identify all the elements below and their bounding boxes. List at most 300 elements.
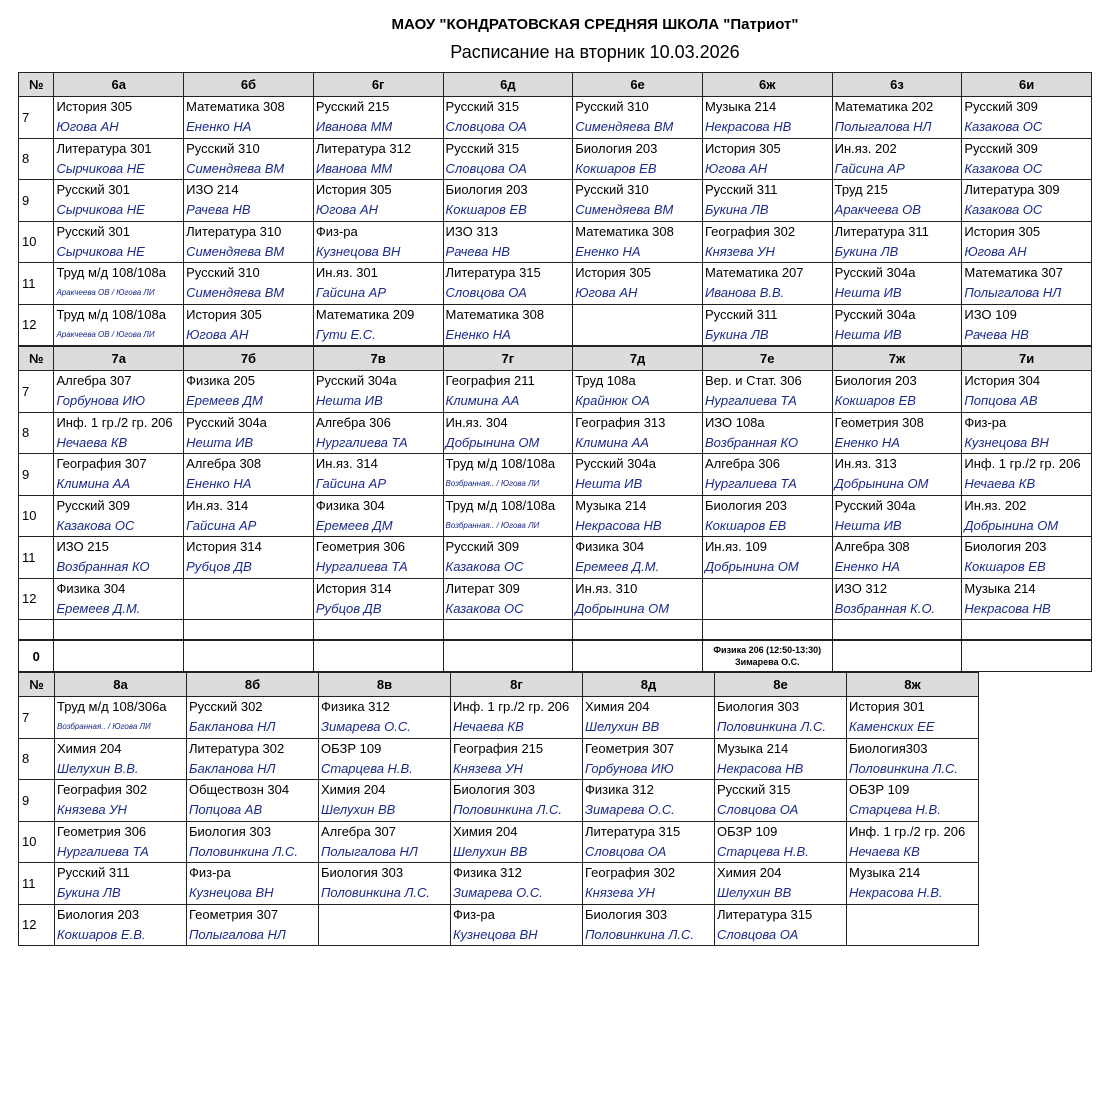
lesson-cell	[847, 905, 979, 947]
subject-text: Литерат 309	[445, 580, 520, 596]
lesson-cell	[444, 496, 574, 538]
teacher-text: Шелухин ВВ	[453, 843, 528, 859]
lesson-cell	[847, 697, 979, 739]
teacher-text: Букина ЛВ	[57, 885, 121, 900]
lesson-cell	[184, 640, 314, 672]
class-header: 7г	[444, 346, 574, 371]
teacher-text: Гути Е.С.	[315, 326, 376, 342]
lesson-cell	[703, 263, 833, 305]
lesson-cell	[444, 222, 574, 264]
teacher-text: Словцова ОА	[445, 119, 527, 134]
subject-text: Русский 310	[186, 265, 260, 280]
subject-text: Музыка 214	[704, 99, 777, 114]
class-header: 8д	[583, 672, 715, 697]
lesson-row	[18, 263, 1092, 305]
subject-text: География 211	[445, 373, 535, 388]
lesson-cell	[573, 413, 703, 455]
teacher-text: Нешта ИВ	[186, 434, 254, 450]
lesson-cell	[451, 780, 583, 822]
subject-text: Физика 304	[315, 497, 385, 513]
lesson-number: 7	[18, 697, 55, 739]
teacher-text: Зимарева О.С.	[453, 885, 543, 900]
lesson-cell	[314, 640, 444, 672]
lesson-cell	[187, 739, 319, 781]
teacher-text: Шелухин В.В.	[57, 760, 139, 776]
teacher-text: Еремеев Д.М.	[56, 600, 141, 616]
teacher-text: Бакланова НЛ	[189, 760, 276, 776]
teacher-text: Кузнецова ВН	[315, 243, 401, 259]
lesson-cell	[444, 97, 574, 139]
lesson-cell	[833, 180, 963, 222]
teacher-text: Ененко НА	[834, 559, 900, 574]
teacher-text: Возбранная.. / Югова ЛИ	[57, 722, 151, 731]
lesson-cell	[583, 739, 715, 781]
subject-text: География 302	[704, 223, 796, 239]
teacher-text: Казакова ОС	[445, 600, 524, 616]
teacher-text: Некрасова Н.В.	[849, 885, 943, 900]
subject-text: Математика 207	[704, 265, 804, 280]
lesson-cell	[54, 222, 184, 264]
subject-text: Биология 203	[57, 906, 140, 922]
lesson-cell	[573, 97, 703, 139]
lesson-row	[18, 579, 1092, 621]
lesson-cell	[703, 537, 833, 579]
lesson-number: 12	[18, 305, 54, 347]
subject-text: Биология 203	[834, 373, 917, 388]
lesson-cell	[833, 496, 963, 538]
lesson-cell	[54, 537, 184, 579]
subject-text: Русский 310	[575, 99, 649, 114]
lesson-cell	[444, 263, 574, 305]
lesson-cell	[187, 905, 319, 947]
lesson-cell	[444, 454, 574, 496]
subject-text: Биология 303	[321, 865, 404, 880]
class-header: 7ж	[833, 346, 963, 371]
lesson-cell	[54, 640, 184, 672]
lesson-cell	[55, 905, 187, 947]
teacher-text: Шелухин ВВ	[585, 719, 660, 734]
lesson-number: 7	[18, 371, 54, 413]
teacher-text: Зимарева О.С.	[321, 719, 411, 734]
lesson-cell	[962, 222, 1092, 264]
subject-text: Русский 309	[445, 539, 520, 554]
lesson-cell	[184, 263, 314, 305]
teacher-text: Кокшаров ЕВ	[964, 559, 1046, 574]
teacher-text: Казакова ОС	[964, 160, 1043, 176]
lesson-cell	[54, 139, 184, 181]
subject-text: Ин.яз. 314	[186, 497, 249, 513]
schedule-table	[18, 72, 1092, 946]
teacher-text: Нечаева КВ	[56, 434, 128, 450]
subject-text: Вер. и Стат. 306	[704, 373, 802, 388]
spacer-cell	[184, 620, 314, 640]
teacher-text: Князева УН	[57, 802, 127, 817]
spacer-cell	[833, 620, 963, 640]
teacher-text: Климина АА	[575, 434, 649, 450]
lesson-cell	[314, 371, 444, 413]
teacher-text: Иванова В.В.	[704, 285, 785, 300]
class-header: 7б	[184, 346, 314, 371]
lesson-number: 9	[18, 780, 55, 822]
class-header-row	[18, 72, 1092, 97]
teacher-text: Ененко НА	[834, 434, 900, 450]
subject-text: Биология 203	[445, 182, 528, 197]
lesson-cell	[715, 905, 847, 947]
lesson-cell	[833, 222, 963, 264]
page-subtitle: Расписание на вторник 10.03.2026	[450, 42, 740, 62]
teacher-text: Нешта ИВ	[834, 285, 902, 300]
subject-text: Инф. 1 гр./2 гр. 206	[453, 699, 570, 714]
subject-text: Труд 108а	[575, 373, 636, 388]
teacher-text: Аракчеева ОВ	[834, 202, 921, 217]
teacher-text: Кузнецова ВН	[189, 885, 274, 900]
zero-lesson-note: Физика 206 (12:50-13:30) Зимарева О.С.	[713, 645, 822, 667]
lesson-cell	[184, 579, 314, 621]
spacer-cell	[54, 620, 184, 640]
subject-text: История 305	[186, 306, 262, 322]
lesson-row	[18, 454, 1092, 496]
subject-text: Физика 312	[321, 699, 390, 714]
lesson-cell	[184, 371, 314, 413]
teacher-text: Добрынина ОМ	[575, 600, 670, 616]
teacher-text: Ененко НА	[445, 326, 511, 342]
subject-text: Литература 301	[56, 140, 152, 156]
teacher-text: Казакова ОС	[964, 202, 1043, 217]
lesson-cell	[319, 697, 451, 739]
teacher-text: Словцова ОА	[717, 926, 799, 942]
subject-text: Математика 209	[315, 306, 415, 322]
teacher-text: Нургалиева ТА	[315, 434, 408, 450]
lesson-cell	[319, 863, 451, 905]
subject-text: Ин.яз. 304	[445, 414, 508, 430]
subject-text: ИЗО 215	[56, 539, 109, 554]
num-header: №	[18, 72, 54, 97]
subject-text: Алгебра 306	[315, 414, 391, 430]
teacher-text: Рубцов ДВ	[315, 600, 382, 616]
lesson-cell	[833, 413, 963, 455]
teacher-text: Казакова ОС	[445, 559, 524, 574]
subject-text: Инф. 1 гр./2 гр. 206	[56, 414, 173, 430]
subject-text: Химия 204	[321, 782, 386, 797]
lesson-cell	[962, 305, 1092, 347]
teacher-text: Половинкина Л.С.	[321, 885, 430, 900]
teacher-text: Рубцов ДВ	[186, 559, 252, 574]
lesson-cell	[184, 222, 314, 264]
lesson-cell	[184, 139, 314, 181]
subject-text: Русский 301	[56, 182, 130, 197]
lesson-cell	[319, 739, 451, 781]
lesson-cell	[451, 905, 583, 947]
teacher-text: Казакова ОС	[964, 119, 1043, 134]
lesson-cell	[703, 454, 833, 496]
lesson-cell	[184, 537, 314, 579]
subject-text: География 302	[57, 782, 148, 797]
teacher-text: Рачева НВ	[964, 326, 1029, 342]
teacher-text: Климина АА	[445, 393, 520, 408]
lesson-cell	[573, 222, 703, 264]
lesson-cell	[319, 780, 451, 822]
lesson-row	[18, 905, 1092, 947]
lesson-cell	[314, 537, 444, 579]
lesson-cell	[573, 537, 703, 579]
lesson-cell	[583, 822, 715, 864]
lesson-cell	[319, 822, 451, 864]
teacher-text: Князева УН	[704, 243, 775, 259]
teacher-text: Симендяева ВМ	[186, 243, 285, 259]
class-header: 6г	[314, 72, 444, 97]
page-title: МАОУ "КОНДРАТОВСКАЯ СРЕДНЯЯ ШКОЛА "Патриот"	[391, 16, 799, 33]
lesson-row	[18, 863, 1092, 905]
teacher-text: Добрынина ОМ	[964, 517, 1059, 533]
subject-text: География 313	[575, 414, 666, 430]
lesson-number: 11	[18, 263, 54, 305]
teacher-text: Симендяева ВМ	[575, 202, 674, 217]
lesson-cell	[54, 371, 184, 413]
lesson-cell	[314, 413, 444, 455]
subject-text: Математика 308	[575, 223, 674, 239]
subject-text: Алгебра 308	[186, 456, 262, 471]
class-header: 6б	[184, 72, 314, 97]
lesson-cell	[573, 139, 703, 181]
lesson-cell	[962, 640, 1092, 672]
lesson-cell	[573, 305, 703, 347]
subject-text: Физика 205	[186, 373, 256, 388]
lesson-cell	[715, 697, 847, 739]
lesson-row	[18, 537, 1092, 579]
lesson-cell	[962, 180, 1092, 222]
teacher-text: Симендяева ВМ	[186, 160, 285, 176]
subject-text: Русский 304а	[315, 373, 397, 388]
class-header: 8в	[319, 672, 451, 697]
subject-text: История 301	[849, 699, 925, 714]
subject-text: Физ-ра	[964, 414, 1007, 430]
subject-text: Ин.яз. 109	[704, 539, 768, 554]
spacer-cell	[962, 620, 1092, 640]
lesson-row	[18, 496, 1092, 538]
teacher-text: Югова АН	[704, 160, 768, 176]
lesson-cell	[184, 180, 314, 222]
lesson-row	[18, 222, 1092, 264]
lesson-cell	[187, 863, 319, 905]
teacher-text: Гайсина АР	[315, 476, 387, 491]
subject-text: Химия 204	[453, 823, 518, 839]
subject-text: Ин.яз. 313	[834, 456, 897, 471]
subject-text: Русский 310	[186, 140, 260, 156]
teacher-text: Кузнецова ВН	[453, 926, 538, 942]
subject-text: Математика 307	[964, 265, 1063, 280]
subject-text: Физ-ра	[453, 906, 495, 922]
subject-text: Русский 315	[445, 140, 520, 156]
lesson-cell	[184, 97, 314, 139]
lesson-row	[18, 780, 1092, 822]
subject-text: Русский 301	[56, 223, 130, 239]
teacher-text: Возбранная КО	[56, 559, 150, 574]
teacher-text: Кокшаров ЕВ	[445, 202, 527, 217]
lesson-number: 10	[18, 496, 54, 538]
teacher-text: Нечаева КВ	[964, 476, 1036, 491]
lesson-cell	[184, 305, 314, 347]
subject-text: ИЗО 108а	[704, 414, 765, 430]
teacher-text: Нургалиева ТА	[704, 476, 797, 491]
lesson-cell	[187, 822, 319, 864]
subject-text: Труд м/д 108/108а	[445, 456, 556, 471]
subject-text: Геометрия 307	[585, 740, 675, 756]
subject-text: Математика 308	[186, 99, 285, 114]
subject-text: Русский 304а	[834, 306, 916, 322]
subject-text: История 305	[704, 140, 781, 156]
class-header: 7в	[314, 346, 444, 371]
subject-text: Русский 315	[717, 782, 791, 797]
subject-text: Литература 310	[186, 223, 282, 239]
subject-text: ИЗО 214	[186, 182, 239, 197]
subject-text: ИЗО 312	[834, 580, 888, 596]
teacher-text: Югова АН	[186, 326, 249, 342]
lesson-row	[18, 97, 1092, 139]
class-header: 8а	[55, 672, 187, 697]
subject-text: Алгебра 308	[834, 539, 910, 554]
teacher-text: Букина ЛВ	[704, 202, 769, 217]
lesson-cell	[54, 413, 184, 455]
subject-text: Труд м/д 108/306а	[57, 699, 167, 714]
spacer-row	[18, 620, 1092, 640]
spacer-cell	[703, 620, 833, 640]
lesson-cell	[573, 579, 703, 621]
subject-text: Музыка 214	[717, 740, 789, 756]
subject-text: Ин.яз. 202	[834, 140, 897, 156]
lesson-cell	[573, 454, 703, 496]
subject-text: Физика 312	[585, 782, 654, 797]
lesson-cell	[55, 822, 187, 864]
lesson-cell	[444, 537, 574, 579]
teacher-text: Добрынина ОМ	[704, 559, 799, 574]
lesson-cell	[962, 263, 1092, 305]
subject-text: ОБЗР 109	[321, 740, 382, 756]
subject-text: Русский 304а	[186, 414, 267, 430]
teacher-text: Полыгалова НЛ	[189, 926, 286, 942]
teacher-text: Нургалиева ТА	[315, 559, 408, 574]
teacher-text: Половинкина Л.С.	[453, 802, 562, 817]
teacher-text: Казакова ОС	[56, 517, 135, 533]
num-header: №	[18, 672, 55, 697]
subject-text: Геометрия 306	[57, 823, 147, 839]
teacher-text: Половинкина Л.С.	[585, 926, 694, 942]
teacher-text: Возбранная.. / Югова ЛИ	[445, 479, 540, 488]
subject-text: Музыка 214	[849, 865, 921, 880]
lesson-cell	[184, 454, 314, 496]
subject-text: Русский 315	[445, 99, 520, 114]
zero-lesson-row	[18, 640, 1092, 672]
class-header: 6д	[444, 72, 574, 97]
teacher-text: Югова АН	[315, 202, 379, 217]
subject-text: Геометрия 307	[189, 906, 279, 922]
lesson-cell	[833, 371, 963, 413]
lesson-cell	[444, 579, 574, 621]
lesson-cell	[573, 263, 703, 305]
teacher-text: Нургалиева ТА	[704, 393, 797, 408]
subject-text: Русский 302	[189, 699, 263, 714]
teacher-text: Нечаева КВ	[849, 843, 920, 859]
lesson-cell	[444, 413, 574, 455]
class-header: 8е	[715, 672, 847, 697]
lesson-cell	[54, 305, 184, 347]
lesson-cell	[54, 454, 184, 496]
lesson-cell	[703, 139, 833, 181]
subject-text: ИЗО 313	[445, 223, 499, 239]
teacher-text: Рачева НВ	[186, 202, 251, 217]
subject-text: География 302	[585, 865, 676, 880]
subject-text: Ин.яз. 310	[575, 580, 638, 596]
lesson-cell	[54, 496, 184, 538]
subject-text: Русский 309	[964, 99, 1038, 114]
subject-text: Русский 310	[575, 182, 649, 197]
lesson-cell	[451, 822, 583, 864]
spacer-cell	[573, 620, 703, 640]
subject-text: Инф. 1 гр./2 гр. 206	[964, 456, 1081, 471]
class-header: 6и	[962, 72, 1092, 97]
teacher-text: Зимарева О.С.	[585, 802, 675, 817]
subject-text: Биология 303	[717, 699, 800, 714]
lesson-cell	[187, 697, 319, 739]
subject-text: Физ-ра	[315, 223, 358, 239]
lesson-number: 11	[18, 537, 54, 579]
lesson-cell	[962, 454, 1092, 496]
teacher-text: Нешта ИВ	[575, 476, 643, 491]
teacher-text: Иванова ММ	[315, 160, 393, 176]
teacher-text: Некрасова НВ	[704, 119, 792, 134]
subject-text: История 305	[56, 99, 133, 114]
teacher-text: Словцова ОА	[445, 285, 527, 300]
teacher-text: Некрасова НВ	[964, 600, 1051, 616]
lesson-cell	[54, 97, 184, 139]
teacher-text: Словцова ОА	[717, 802, 799, 817]
lesson-cell	[703, 97, 833, 139]
teacher-text: Ененко НА	[186, 476, 252, 491]
lesson-cell	[583, 863, 715, 905]
lesson-cell	[444, 139, 574, 181]
teacher-text: Аракчеева ОВ / Югова ЛИ	[56, 329, 155, 339]
spacer-cell	[18, 620, 54, 640]
lesson-cell	[444, 371, 574, 413]
subject-text: Геометрия 306	[315, 539, 405, 554]
subject-text: Биология 303	[453, 782, 536, 797]
subject-text: ИЗО 109	[964, 306, 1017, 322]
lesson-cell	[187, 780, 319, 822]
subject-text: Химия 204	[57, 740, 122, 756]
teacher-text: Крайнюк ОА	[575, 393, 650, 408]
lesson-cell	[962, 139, 1092, 181]
teacher-text: Возбранная К.О.	[834, 600, 936, 616]
subject-text: История 305	[575, 265, 651, 280]
teacher-text: Рачева НВ	[445, 243, 510, 259]
subject-text: Геометрия 308	[834, 414, 924, 430]
lesson-cell	[573, 496, 703, 538]
teacher-text: Половинкина Л.С.	[717, 719, 826, 734]
lesson-number: 8	[18, 139, 54, 181]
subject-text: Литература 311	[834, 223, 929, 239]
subject-text: Труд м/д 108/108а	[56, 265, 166, 280]
subject-text: ОБЗР 109	[717, 823, 778, 839]
lesson-cell	[962, 496, 1092, 538]
lesson-cell	[847, 822, 979, 864]
subject-text: Музыка 214	[964, 580, 1036, 596]
teacher-text: Бакланова НЛ	[189, 719, 276, 734]
lesson-cell	[715, 780, 847, 822]
teacher-text: Нургалиева ТА	[57, 843, 149, 859]
lesson-cell	[833, 139, 963, 181]
teacher-text: Словцова ОА	[445, 160, 527, 176]
subject-text: ОБЗР 109	[849, 782, 910, 797]
class-header: 7и	[962, 346, 1092, 371]
